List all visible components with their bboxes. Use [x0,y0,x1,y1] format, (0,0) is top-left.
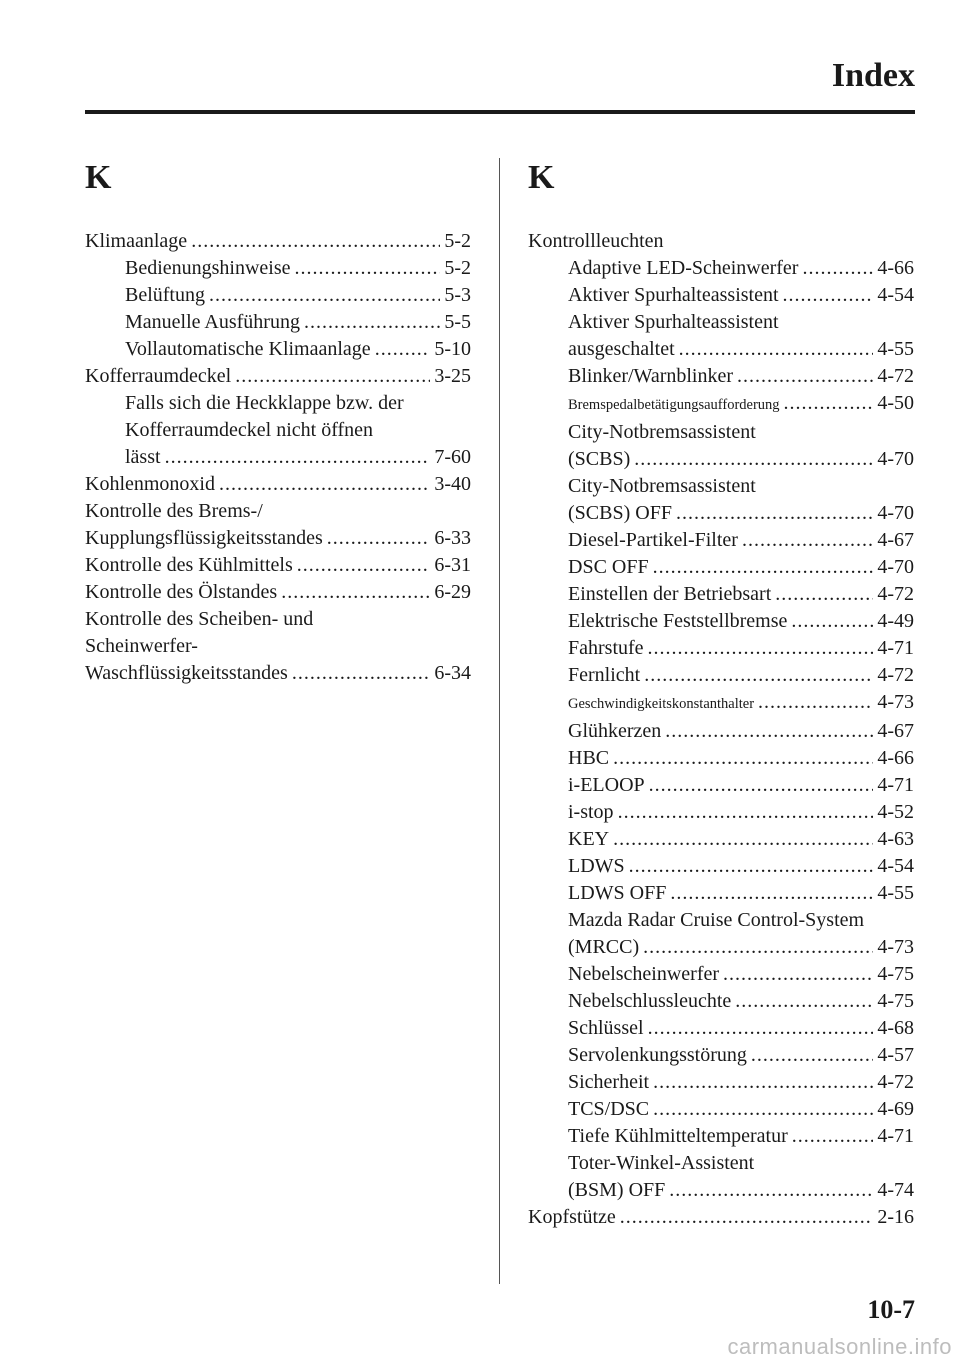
dot-leader [644,662,873,689]
index-entry-term: Servolenkungsstörung [568,1044,747,1066]
index-entry-page: 4-50 [877,392,914,414]
dot-leader [634,446,873,473]
dot-leader [613,826,873,853]
index-entry-term: i-stop [568,801,614,823]
index-entry [85,228,471,255]
index-entry-term: Fahrstufe [568,637,644,659]
index-entry [528,473,914,500]
column-divider [499,158,500,1284]
index-entry [528,336,914,363]
index-entry [528,934,914,961]
index-entry-term: Fernlicht [568,664,641,686]
index-entry-page: 4-49 [877,610,914,632]
index-entry-term: Nebelschlussleuchte [568,990,732,1012]
index-entry [528,718,914,745]
index-entry-page: 4-70 [877,448,914,470]
index-entry-page: 4-68 [877,1017,914,1039]
index-entry-page: 4-72 [877,664,914,686]
index-entry-term: LDWS OFF [568,882,667,904]
index-entry [528,608,914,635]
index-entry-page: 4-72 [877,583,914,605]
dot-leader [742,527,873,554]
index-entry-page: 4-54 [877,284,914,306]
dot-leader [679,336,874,363]
dot-leader [281,579,430,606]
index-entry [528,255,914,282]
index-entry [528,907,914,934]
index-entry-term: ausgeschaltet [568,338,675,360]
index-entry-page: 4-72 [877,365,914,387]
header-rule [85,110,915,114]
index-entry [528,826,914,853]
index-entry-page: 3-40 [434,473,471,495]
index-entry [528,799,914,826]
index-entry-page: 6-33 [434,527,471,549]
index-entry [85,606,471,633]
index-entry-term: City-Notbremsassistent [568,421,756,443]
index-entry-page: 4-57 [877,1044,914,1066]
index-entry [85,309,471,336]
index-entry-term: Kofferraumdeckel nicht öffnen [125,419,374,441]
index-entry [528,282,914,309]
index-entry-page: 4-55 [877,338,914,360]
index-entry [85,525,471,552]
index-entry [85,498,471,525]
index-entry-page: 4-71 [877,637,914,659]
index-entry [528,988,914,1015]
index-entry [528,745,914,772]
index-entry [85,336,471,363]
index-entry-term: Glühkerzen [568,720,662,742]
index-entry-page: 6-34 [434,662,471,684]
index-entry-page: 4-66 [877,747,914,769]
index-entry-term: Adaptive LED-Scheinwerfer [568,257,799,279]
index-entry-term: City-Notbremsassistent [568,475,756,497]
dot-leader [165,444,431,471]
index-entry-page: 4-71 [877,1125,914,1147]
index-entry [528,662,914,689]
dot-leader [649,772,874,799]
index-entry-term: Kopfstütze [528,1206,616,1228]
index-entry-page: 4-74 [877,1179,914,1201]
index-entry [528,446,914,473]
index-entry-page: 4-71 [877,774,914,796]
dot-leader [735,988,873,1015]
index-entry [528,1042,914,1069]
dot-leader [618,799,874,826]
dot-leader [669,1177,873,1204]
dot-leader [235,363,430,390]
index-entry [85,363,471,390]
dot-leader [297,552,431,579]
index-entry-term: Klimaanlage [85,230,188,252]
index-entry-page: 4-67 [877,720,914,742]
index-entry [85,660,471,687]
index-entry [528,527,914,554]
dot-leader [613,745,873,772]
index-entry-term: Vollautomatische Klimaanlage [125,338,371,360]
index-entry-term: (MRCC) [568,936,640,958]
index-entry [528,772,914,799]
index-entry [85,390,471,417]
index-entry-page: 4-55 [877,882,914,904]
index-entry-term: Tiefe Kühlmitteltemperatur [568,1125,788,1147]
index-entry [528,363,914,390]
index-entry-term: Geschwindigkeitskonstanthalter [568,696,755,712]
index-entry-term: Belüftung [125,284,205,306]
index-entry-page: 4-70 [877,556,914,578]
dot-leader [191,228,440,255]
index-entry-page: 4-67 [877,529,914,551]
dot-leader [209,282,440,309]
index-entry-term: Schlüssel [568,1017,644,1039]
dot-leader [775,581,873,608]
index-entry [528,1204,914,1231]
index-entry-page: 4-73 [877,936,914,958]
index-entry-term: Sicherheit [568,1071,650,1093]
index-entry-page: 5-2 [444,257,471,279]
dot-leader [304,309,440,336]
index-entry-list [528,228,914,1231]
index-entry-term: DSC OFF [568,556,649,578]
index-entry-term: Aktiver Spurhalteassistent [568,311,779,333]
index-entry [528,1177,914,1204]
index-entry-term: i-ELOOP [568,774,645,796]
index-entry-page: 6-31 [434,554,471,576]
index-entry-term: Falls sich die Heckklappe bzw. der [125,392,404,414]
index-entry [528,581,914,608]
index-entry-page: 6-29 [434,581,471,603]
dot-leader [792,1123,874,1150]
index-entry-term: TCS/DSC [568,1098,650,1120]
index-entry [85,444,471,471]
index-entry-page: 4-52 [877,801,914,823]
index-entry-term: Waschflüssigkeitsstandes [85,662,288,684]
index-entry-page: 5-2 [444,230,471,252]
index-column-left [85,150,471,687]
index-entry-page: 5-3 [444,284,471,306]
dot-leader [723,961,873,988]
index-entry-term: Toter-Winkel-Assistent [568,1152,755,1174]
dot-leader [665,718,873,745]
page-header-title: Index [831,57,915,94]
index-entry-term: Kontrolle des Kühlmittels [85,554,293,576]
index-entry [528,1069,914,1096]
index-entry [528,309,914,336]
dot-leader [648,1015,874,1042]
index-entry [528,228,914,255]
index-entry-term: Kontrolle des Ölstandes [85,581,278,603]
index-entry [85,471,471,498]
index-entry-page: 7-60 [434,446,471,468]
index-entry-page: 5-10 [434,338,471,360]
index-entry-term: lässt [125,446,161,468]
index-entry [528,390,914,419]
index-entry-term: HBC [568,747,610,769]
dot-leader [648,635,874,662]
index-entry [528,635,914,662]
dot-leader [802,255,873,282]
index-entry [85,255,471,282]
index-entry-term: Elektrische Feststellbremse [568,610,788,632]
index-entry [85,633,471,660]
dot-leader [620,1204,874,1231]
dot-leader [653,1096,873,1123]
index-entry-term: Kohlenmonoxid [85,473,215,495]
index-entry [528,554,914,581]
index-entry [528,1123,914,1150]
index-entry-page: 5-5 [444,311,471,333]
index-entry [528,880,914,907]
index-column-right [528,150,914,1231]
index-entry-term: Bremspedalbetätigungsaufforderung [568,397,780,413]
index-entry-page: 2-16 [877,1206,914,1228]
section-letter: K [85,159,112,196]
index-entry-page: 3-25 [434,365,471,387]
index-entry-term: KEY [568,828,610,850]
index-entry-term: Mazda Radar Cruise Control-System [568,909,865,931]
dot-leader [783,282,874,309]
dot-leader [791,608,873,635]
index-entry [85,552,471,579]
index-entry-page: 4-63 [877,828,914,850]
index-entry-term: Diesel-Partikel-Filter [568,529,738,551]
index-entry-list [85,228,471,687]
index-entry-page: 4-70 [877,502,914,524]
index-entry [528,1015,914,1042]
dot-leader [643,934,873,961]
dot-leader [219,471,430,498]
index-entry [528,689,914,718]
index-entry-page: 4-72 [877,1071,914,1093]
index-entry-page: 4-54 [877,855,914,877]
index-entry-term: LDWS [568,855,625,877]
index-entry-term: Kofferraumdeckel [85,365,232,387]
index-entry [528,500,914,527]
dot-leader [375,336,431,363]
dot-leader [629,853,874,880]
index-entry-page: 4-69 [877,1098,914,1120]
dot-leader [737,363,873,390]
dot-leader [292,660,431,687]
index-entry-page: 4-75 [877,990,914,1012]
dot-leader [295,255,441,282]
dot-leader [784,390,874,417]
section-letter: K [528,159,555,196]
index-entry-term: Manuelle Ausführung [125,311,300,333]
index-entry [528,419,914,446]
index-entry-term: (SCBS) [568,448,631,470]
index-entry-term: Blinker/Warnblinker [568,365,734,387]
index-entry-term: Kontrolle des Scheiben- und [85,608,314,630]
index-entry-term: Kupplungsflüssigkeitsstandes [85,527,323,549]
index-entry-term: Aktiver Spurhalteassistent [568,284,779,306]
dot-leader [653,554,874,581]
dot-leader [758,689,873,716]
index-entry-term: (SCBS) OFF [568,502,672,524]
index-entry-term: Einstellen der Betriebsart [568,583,772,605]
index-entry [528,961,914,988]
index-entry-term: Bedienungshinweise [125,257,291,279]
dot-leader [676,500,873,527]
index-entry [528,853,914,880]
index-entry [85,282,471,309]
index-entry-term: Kontrolle des Brems-/ [85,500,263,522]
index-entry [528,1096,914,1123]
index-entry-page: 4-75 [877,963,914,985]
dot-leader [327,525,431,552]
index-entry [528,1150,914,1177]
index-entry-page: 4-73 [877,691,914,713]
index-entry-term: Nebelscheinwerfer [568,963,720,985]
dot-leader [670,880,873,907]
index-entry-page: 4-66 [877,257,914,279]
index-entry-term: Scheinwerfer- [85,635,198,657]
index-entry-term: (BSM) OFF [568,1179,666,1201]
watermark: carmanualsonline.info [727,1334,952,1359]
index-entry [85,417,471,444]
index-entry [85,579,471,606]
dot-leader [751,1042,873,1069]
index-entry-term: Kontrollleuchten [528,230,664,252]
dot-leader [653,1069,873,1096]
page-number: 10-7 [867,1295,915,1324]
